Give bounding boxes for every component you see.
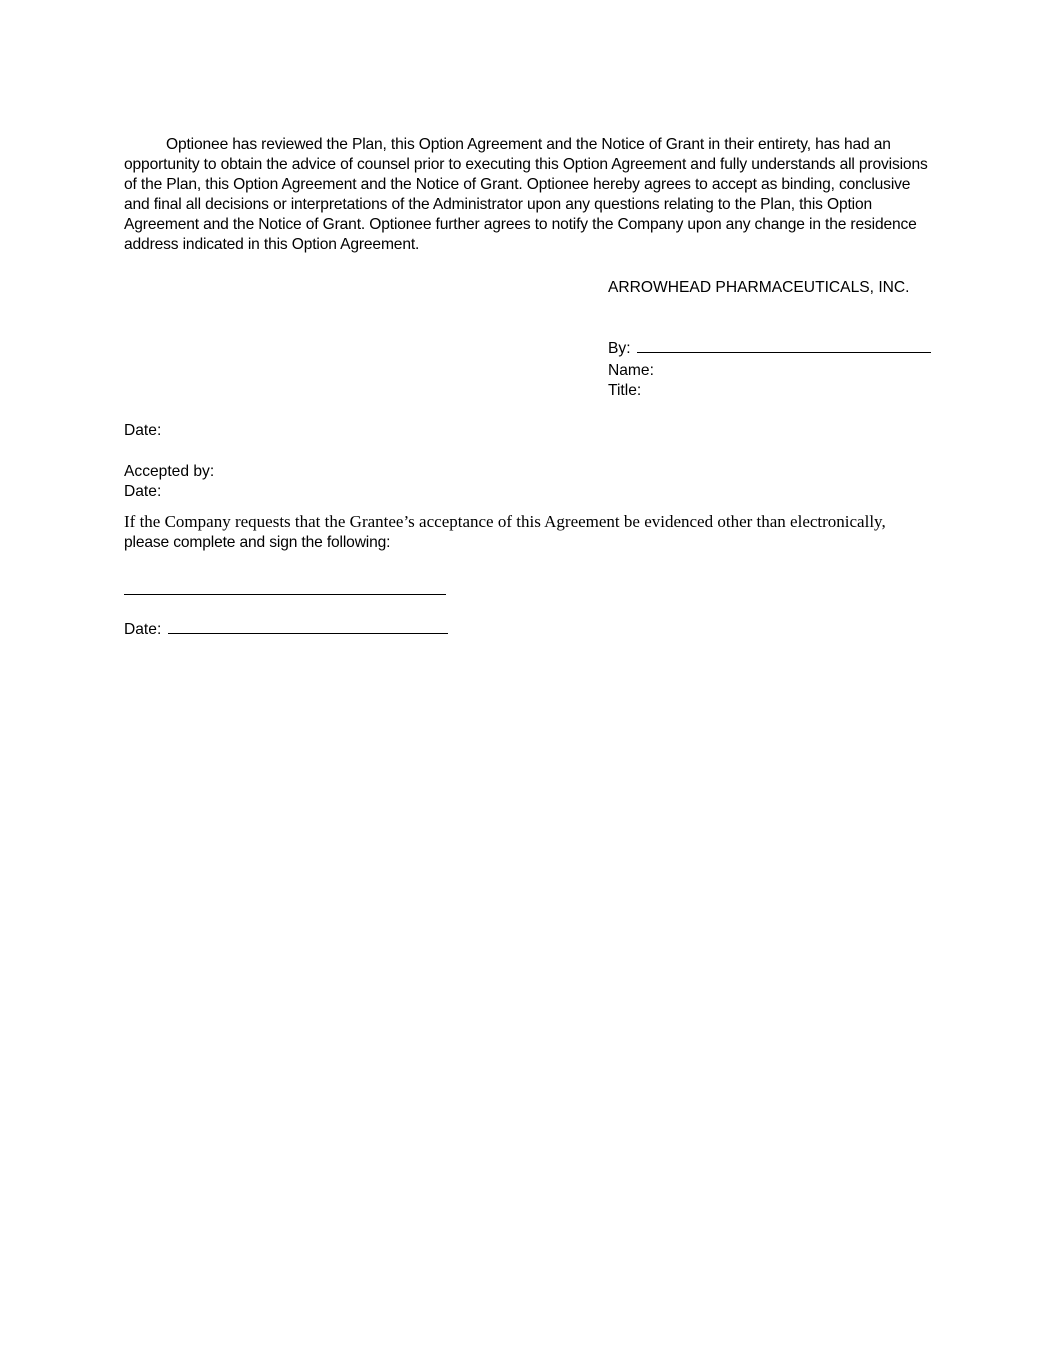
company-name: ARROWHEAD PHARMACEUTICALS, INC. bbox=[608, 279, 910, 296]
optionee-signature-line bbox=[124, 594, 446, 595]
company-signature-by-row bbox=[608, 338, 931, 359]
by-label: By: bbox=[608, 340, 631, 357]
instruction-serif-text: If the Company requests that the Grantee’s acceptance of this Agreement be evidenced other than electronically, bbox=[124, 512, 886, 531]
signature-date-label: Date: bbox=[124, 621, 162, 638]
accepted-date-label: Date: bbox=[124, 483, 162, 500]
acknowledgement-paragraph: Optionee has reviewed the Plan, this Option Agreement and the Notice of Grant in their entirety, has had an opportunity to obtain the advice of counsel prior to executing this Option Agreement and fully understands all provisions of the Plan, this Option Agreement and the Notice of Grant. Optionee hereby agrees to accept as binding, conclusive and final all decisions or interpretations of the Administrator upon any questions relating to the Plan, this Option Agreement and the Notice of Grant. Optionee further agrees to notify the Company upon any change in the residence address indicated in this Option Agreement. bbox=[124, 136, 928, 253]
paper-acceptance-instruction bbox=[124, 512, 934, 553]
company-signature-line bbox=[637, 338, 931, 353]
signature-date-row bbox=[124, 619, 448, 640]
signature-date-line bbox=[168, 619, 448, 634]
accepted-by-label: Accepted by: bbox=[124, 463, 215, 480]
instruction-sans-text: please complete and sign the following: bbox=[124, 534, 391, 551]
name-label: Name: bbox=[608, 362, 654, 379]
title-label: Title: bbox=[608, 382, 642, 399]
date-label: Date: bbox=[124, 422, 162, 439]
